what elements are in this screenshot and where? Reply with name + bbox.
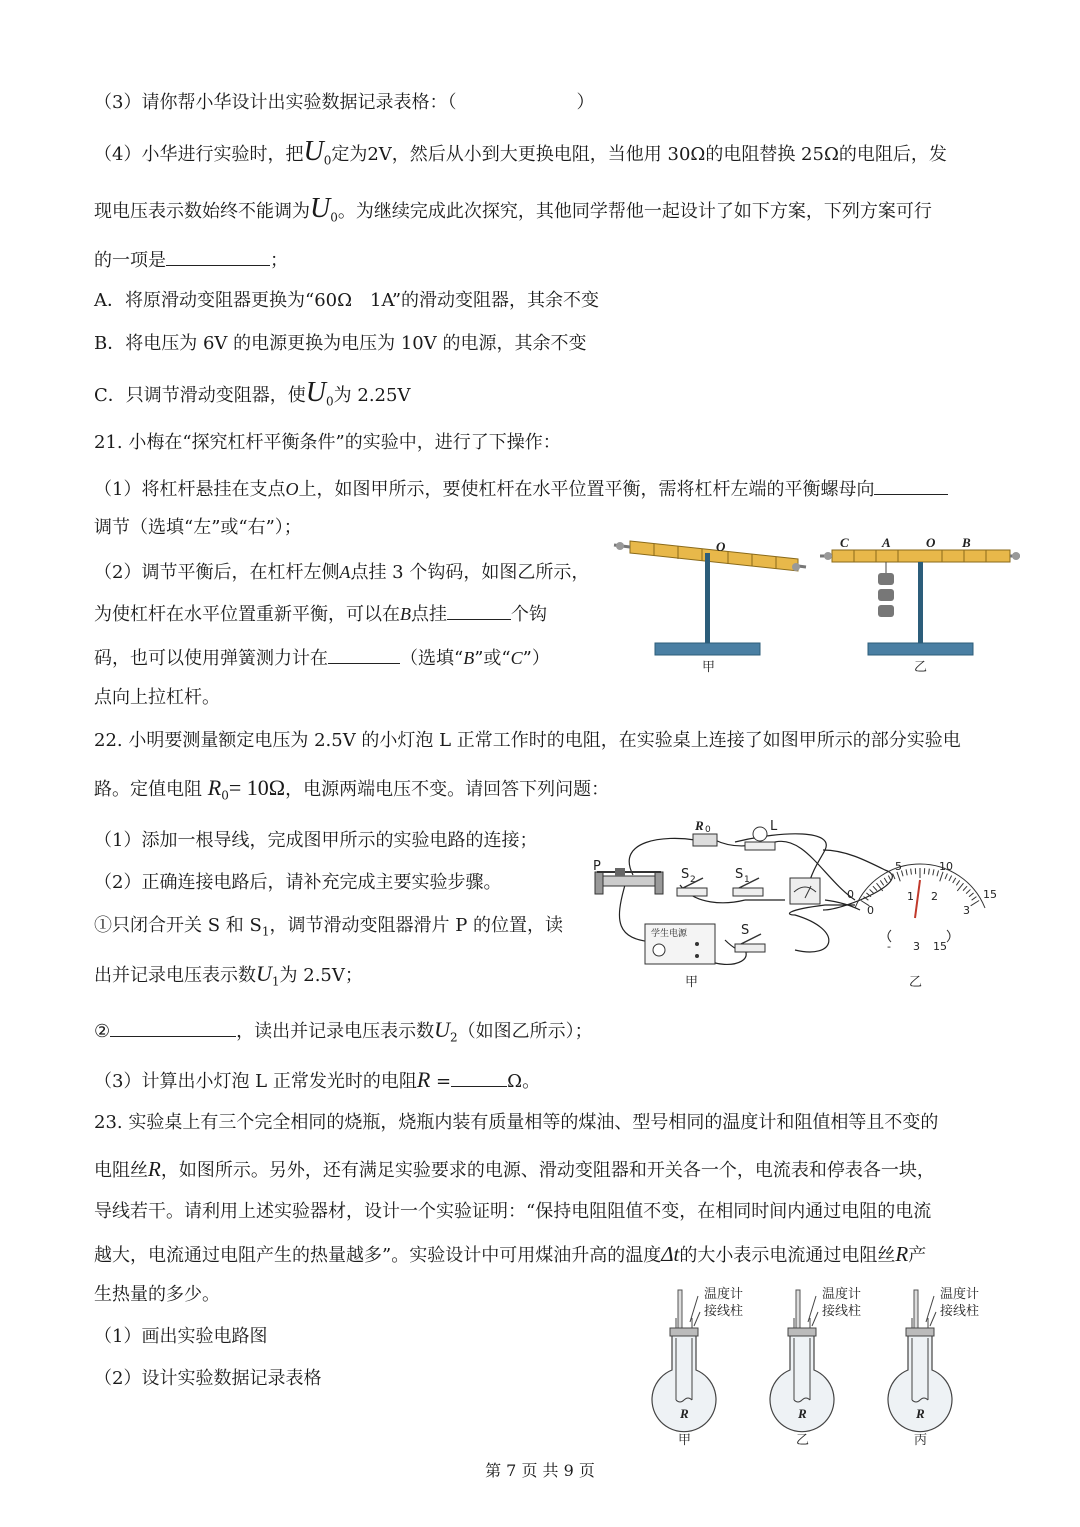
dial-tick [884, 878, 887, 883]
switch-s [735, 923, 765, 952]
flask [888, 1286, 979, 1448]
svg-text:0: 0 [867, 904, 874, 917]
svg-text:-: - [887, 940, 891, 953]
q23-line5: 生热量的多少。 [94, 1284, 220, 1305]
svg-text:15: 15 [983, 888, 997, 901]
flask-label-thermometer: 温度计 [940, 1287, 980, 1302]
svg-text:3: 3 [913, 940, 920, 953]
dial-tick [953, 878, 956, 883]
q23-line3: 导线若干。请利用上述实验器材，设计一个实验证明：“保持电阻阻值不变，在相同时间内通过电阻的电流 [94, 1201, 932, 1222]
label-s: S [741, 923, 750, 938]
q20-option-b: B．将电压为 6V 的电源更换为电压为 10V 的电源，其余不变 [94, 333, 587, 354]
svg-text:0: 0 [847, 888, 854, 901]
dial-tick [949, 876, 952, 881]
q22-stem-line2: 路。定值电阻 $R_0= 10\Omega$，电源两端电压不变。请回答下列问题： [94, 775, 610, 803]
svg-text:3: 3 [963, 904, 970, 917]
q23-part1: （1）画出实验电路图 [94, 1326, 268, 1347]
answer-blank[interactable] [166, 247, 270, 266]
q20-option-a: A．将原滑动变阻器更换为“60Ω 1A”的滑动变阻器，其余不变 [94, 290, 600, 311]
answer-blank[interactable] [328, 645, 400, 664]
dial-tick [933, 869, 934, 875]
q22-part2: （2）正确连接电路后，请补充完成主要实验步骤。 [94, 872, 502, 893]
label-p: P [593, 859, 601, 874]
svg-text:10: 10 [939, 860, 953, 873]
q22-part1: （1）添加一根导线，完成图甲所示的实验电路的连接； [94, 830, 538, 851]
dial-tick [966, 889, 970, 893]
lever-caption-jia: 甲 [702, 660, 716, 675]
flask-label-terminal: 接线柱 [822, 1304, 862, 1319]
dial-tick [929, 869, 930, 875]
flask-figures [650, 1282, 995, 1450]
resistor-r0 [693, 820, 717, 846]
flask-label-r: R [798, 1406, 807, 1421]
flask-label-thermometer: 温度计 [704, 1287, 744, 1302]
circuit-caption-jia: 甲 [685, 975, 699, 990]
circuit-caption-yi: 乙 [909, 975, 923, 990]
answer-blank[interactable] [451, 1068, 507, 1087]
dial-tick [963, 886, 967, 890]
voltmeter-dial [847, 860, 997, 953]
page-footer: 第 7 页 共 9 页 [485, 1461, 595, 1480]
dial-tick [897, 872, 900, 881]
flask-label-r: R [916, 1406, 925, 1421]
lever-figure-yi [820, 535, 1020, 655]
svg-text:2: 2 [931, 890, 938, 903]
svg-text:学生电源: 学生电源 [651, 929, 688, 939]
dial-tick [972, 897, 977, 901]
q20-part3: （3）请你帮小华设计出实验数据记录表格：（ ） [94, 92, 595, 113]
flask-label-r: R [680, 1406, 689, 1421]
svg-text:1: 1 [907, 890, 914, 903]
switch-s2 [677, 867, 707, 896]
q22-step1-line1: ①只闭合开关 S 和 $S_1$，调节滑动变阻器滑片 P 的位置，读 [94, 915, 564, 939]
answer-blank[interactable] [874, 476, 948, 495]
answer-blank[interactable] [447, 601, 511, 620]
dial-tick [971, 900, 979, 905]
flask-label-thermometer: 温度计 [822, 1287, 862, 1302]
svg-text:5: 5 [895, 860, 902, 873]
svg-text:2: 2 [690, 875, 696, 885]
q22-step1-line2: 出并记录电压表示数$U_1$为 2.5V； [94, 961, 363, 989]
q20-part4-line1: （4）小华进行实验时，把$U_0$定为2V，然后从小到大更换电阻，当他用 30Ω的电阻替换 25Ω的电阻后，发 [94, 136, 947, 168]
dial-tick [893, 874, 895, 880]
q22-stem-line1: 22. 小明要测量额定电压为 2.5V 的小灯泡 L 正常工作时的电阻，在实验桌上连接了如图甲所示的部分实验电 [94, 730, 961, 751]
q22-step2: ② ，读出并记录电压表示数$U_2$（如图乙所示）； [94, 1017, 593, 1045]
label-r0: R [695, 820, 704, 833]
q23-line1: 23. 实验桌上有三个完全相同的烧瓶，烧瓶内装有质量相等的煤油、型号相同的温度计和阻值相等且不变的 [94, 1112, 939, 1133]
q23-line2: 电阻丝R，如图所示。另外，还有满足实验要求的电源、滑动变阻器和开关各一个，电流表和停表各一块， [94, 1157, 935, 1181]
lever-figure-jia [614, 539, 806, 655]
q21-part2-line1: （2）调节平衡后，在杠杆左侧A点挂 3 个钩码，如图乙所示， [94, 562, 590, 583]
flask-caption: 乙 [796, 1433, 810, 1448]
q22-part3: （3）计算出小灯泡 L 正常发光时的电阻R = Ω。 [94, 1067, 541, 1092]
flask [770, 1286, 861, 1448]
q20-part4-line3: 的一项是 ； [94, 247, 288, 273]
lever-label-o2: O [926, 535, 936, 550]
flask-label-terminal: 接线柱 [940, 1304, 980, 1319]
q20-option-c: C．只调节滑动变阻器，使$U_0$为 2.25V [94, 377, 411, 409]
dial-tick [957, 883, 963, 891]
label-s1: S [735, 867, 744, 882]
voltmeter [790, 878, 820, 904]
power-supply [645, 924, 715, 964]
dial-tick [945, 874, 947, 880]
dial-tick [969, 893, 974, 897]
q20-part4-line2: 现电压表示数始终不能调为$U_0$。为继续完成此次探究，其他同学帮他一起设计了如下方案，下列方案可行 [94, 193, 932, 225]
label-l: L [770, 820, 778, 834]
lever-label-b: B [962, 535, 971, 550]
flask-caption: 丙 [914, 1433, 928, 1448]
q21-part2-line2: 为使杠杆在水平位置重新平衡，可以在B点挂 个钩 [94, 601, 547, 627]
lever-label-o: O [716, 539, 726, 554]
flask [652, 1286, 743, 1448]
svg-text:0: 0 [705, 825, 711, 835]
q21-part1-line2: 调节（选填“左”或“右”）； [94, 517, 302, 538]
dial-tick [870, 889, 874, 893]
dial-tick [888, 876, 891, 881]
circuit-figure [585, 820, 1005, 995]
rheostat [593, 859, 663, 894]
flask-label-terminal: 接线柱 [704, 1304, 744, 1319]
q23-part2: （2）设计实验数据记录表格 [94, 1368, 322, 1389]
q21-stem: 21. 小梅在“探究杠杆平衡条件”的实验中，进行了下操作： [94, 432, 561, 453]
svg-text:15: 15 [933, 940, 947, 953]
q21-part2-line3: 码，也可以使用弹簧测力计在 （选填“B”或“C”） [94, 645, 550, 671]
q21-part1-line1: （1）将杠杆悬挂在支点O上，如图甲所示，要使杠杆在水平位置平衡，需将杠杆左端的平衡螺母向 [94, 476, 948, 502]
lever-label-a: A [882, 535, 891, 550]
q23-line4: 越大，电流通过电阻产生的热量越多”。实验设计中可用煤油升高的温度Δt的大小表示电流通过电阻丝R产 [94, 1242, 927, 1266]
lever-caption-yi: 乙 [914, 660, 928, 675]
q21-part2-line4: 点向上拉杠杆。 [94, 687, 220, 708]
dial-tick [880, 880, 883, 885]
label-s2: S [681, 867, 690, 882]
svg-text:1: 1 [744, 875, 750, 885]
dial-tick [906, 869, 907, 875]
lever-figures [610, 525, 1030, 680]
answer-blank[interactable] [110, 1018, 236, 1037]
lever-label-c: C [840, 535, 849, 550]
switch-s1 [733, 867, 763, 896]
dial-tick [911, 869, 912, 875]
dial-tick [873, 886, 877, 890]
dial-tick [940, 872, 943, 881]
dial-tick [956, 880, 959, 885]
flask-caption: 甲 [678, 1433, 692, 1448]
